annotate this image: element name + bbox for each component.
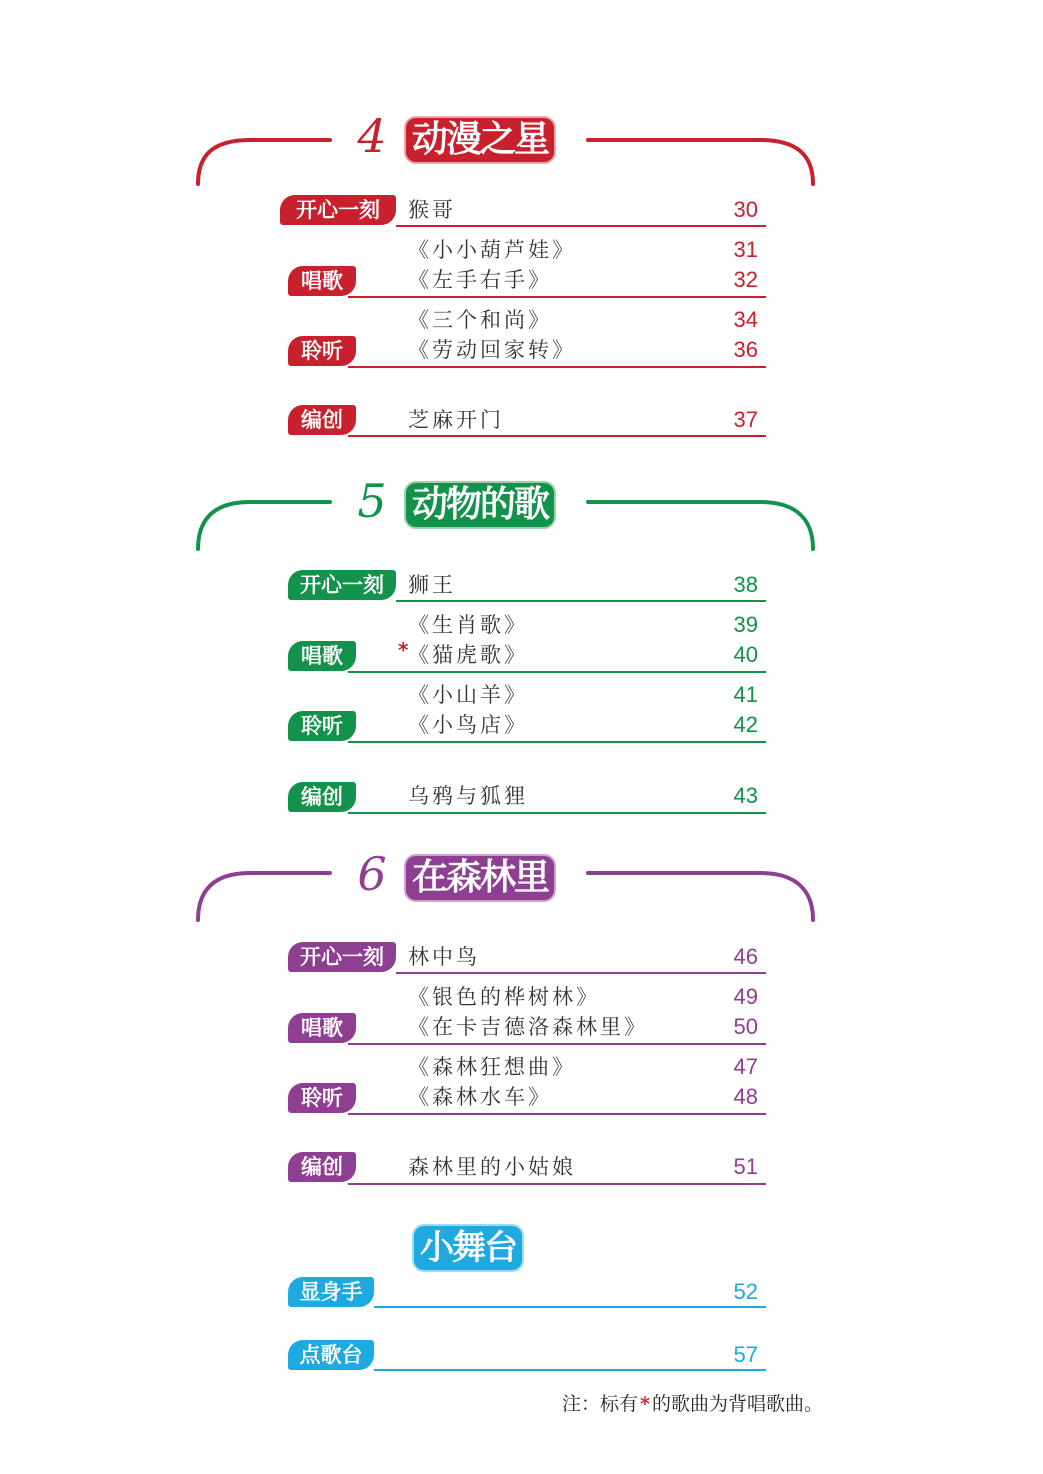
badge-warmup: 开心一刻 xyxy=(288,942,396,972)
toc-entry-title[interactable]: 《森林水车》 xyxy=(408,1085,552,1109)
unit-header xyxy=(0,475,1043,565)
toc-entry-title[interactable]: 《三个和尚》 xyxy=(408,308,552,332)
toc-entry-title[interactable]: 《在卡吉德洛森林里》 xyxy=(408,1015,648,1039)
unit-title: 动漫之星 xyxy=(406,118,554,162)
toc-page-number[interactable]: 49 xyxy=(733,984,758,1009)
toc-page-number[interactable]: 47 xyxy=(733,1054,758,1079)
toc-row-create xyxy=(280,781,766,815)
toc-page-number[interactable]: 38 xyxy=(733,572,758,597)
unit-header xyxy=(0,110,1043,200)
toc-row-sing xyxy=(280,610,766,674)
toc-page-number[interactable]: 48 xyxy=(733,1084,758,1109)
toc-row-listen xyxy=(280,1052,766,1116)
row-divider xyxy=(396,600,766,602)
toc-entry-title[interactable]: 《银色的桦树林》 xyxy=(408,985,600,1009)
toc-page-number[interactable]: 42 xyxy=(733,712,758,737)
toc-row-sing xyxy=(280,982,766,1046)
unit-number: 5 xyxy=(357,474,387,528)
badge-show-skill: 显身手 xyxy=(288,1277,374,1307)
badge-song-request: 点歌台 xyxy=(288,1340,374,1370)
toc-page-number[interactable]: 31 xyxy=(733,237,758,262)
badge-listen: 聆听 xyxy=(288,336,356,366)
toc-entry-title[interactable]: 《劳动回家转》 xyxy=(408,338,576,362)
toc-entry-title[interactable]: 《森林狂想曲》 xyxy=(408,1055,576,1079)
row-divider xyxy=(348,296,766,298)
row-divider xyxy=(348,1183,766,1185)
badge-sing: 唱歌 xyxy=(288,641,356,671)
star-icon: * xyxy=(640,1393,650,1415)
toc-entry-title[interactable]: 芝麻开门 xyxy=(408,408,504,432)
toc-row-listen xyxy=(280,305,766,369)
unit-title: 动物的歌 xyxy=(406,483,554,527)
toc-page-number[interactable]: 30 xyxy=(733,197,758,222)
row-divider xyxy=(374,1369,766,1371)
row-divider xyxy=(396,225,766,227)
stage-title: 小舞台 xyxy=(414,1226,522,1270)
footnote xyxy=(562,1390,823,1418)
badge-warmup: 开心一刻 xyxy=(288,570,396,600)
stage-row-request xyxy=(280,1340,766,1372)
toc-page-number[interactable]: 40 xyxy=(733,642,758,667)
unit-5 xyxy=(0,475,1043,815)
toc-page-number[interactable]: 37 xyxy=(733,407,758,432)
toc-page-number[interactable]: 51 xyxy=(733,1154,758,1179)
row-divider xyxy=(348,812,766,814)
toc-page-number[interactable]: 50 xyxy=(733,1014,758,1039)
toc-page-number[interactable]: 46 xyxy=(733,944,758,969)
row-divider xyxy=(348,1113,766,1115)
row-divider xyxy=(348,366,766,368)
badge-warmup: 开心一刻 xyxy=(280,195,396,225)
unit-number: 6 xyxy=(357,847,387,901)
toc-entry-title[interactable]: 森林里的小姑娘 xyxy=(408,1155,576,1179)
unit-title: 在森林里 xyxy=(406,856,554,900)
toc-page-number[interactable]: 43 xyxy=(733,783,758,808)
toc-page-number[interactable]: 41 xyxy=(733,682,758,707)
unit-4 xyxy=(0,110,1043,450)
toc-row-sing xyxy=(280,235,766,299)
badge-create: 编创 xyxy=(288,1152,356,1182)
toc-page-number[interactable]: 52 xyxy=(733,1279,758,1304)
toc-entry-title[interactable]: 《小山羊》 xyxy=(408,683,528,707)
row-divider xyxy=(348,671,766,673)
toc-row-warmup xyxy=(280,195,766,227)
toc-page-number[interactable]: 57 xyxy=(733,1342,758,1367)
recitation-star-icon: * xyxy=(398,638,409,662)
unit-header xyxy=(0,848,1043,938)
toc-row-create xyxy=(280,405,766,439)
toc-entry-title[interactable]: 猴哥 xyxy=(408,198,456,222)
footnote-suffix: 的歌曲为背唱歌曲。 xyxy=(651,1393,823,1415)
badge-sing: 唱歌 xyxy=(288,266,356,296)
badge-listen: 聆听 xyxy=(288,711,356,741)
toc-row-warmup xyxy=(280,942,766,974)
toc-page-number[interactable]: 39 xyxy=(733,612,758,637)
toc-entry-title[interactable]: 《生肖歌》 xyxy=(408,613,528,637)
toc-entry-title[interactable]: 《左手右手》 xyxy=(408,268,552,292)
row-divider xyxy=(348,741,766,743)
unit-number: 4 xyxy=(357,109,387,163)
unit-6 xyxy=(0,848,1043,1188)
row-divider xyxy=(348,435,766,437)
row-divider xyxy=(374,1306,766,1308)
badge-sing: 唱歌 xyxy=(288,1013,356,1043)
row-divider xyxy=(396,972,766,974)
row-divider xyxy=(348,1043,766,1045)
badge-create: 编创 xyxy=(288,782,356,812)
toc-entry-title[interactable]: 《小鸟店》 xyxy=(408,713,528,737)
toc-row-create xyxy=(280,1152,766,1186)
toc-row-listen xyxy=(280,680,766,744)
stage-row-show xyxy=(280,1277,766,1309)
toc-page-number[interactable]: 36 xyxy=(733,337,758,362)
toc-entry-title[interactable]: 乌鸦与狐狸 xyxy=(408,784,528,808)
toc-row-warmup xyxy=(280,570,766,602)
badge-listen: 聆听 xyxy=(288,1083,356,1113)
toc-page-number[interactable]: 34 xyxy=(733,307,758,332)
toc-page-number[interactable]: 32 xyxy=(733,267,758,292)
toc-entry-title[interactable]: 《小小葫芦娃》 xyxy=(408,238,576,262)
badge-create: 编创 xyxy=(288,405,356,435)
toc-entry-title[interactable]: 狮王 xyxy=(408,573,456,597)
toc-entry-title[interactable]: 《猫虎歌》 xyxy=(408,643,528,667)
footnote-prefix: 注：标有 xyxy=(562,1393,639,1415)
toc-entry-title[interactable]: 林中鸟 xyxy=(408,945,480,969)
